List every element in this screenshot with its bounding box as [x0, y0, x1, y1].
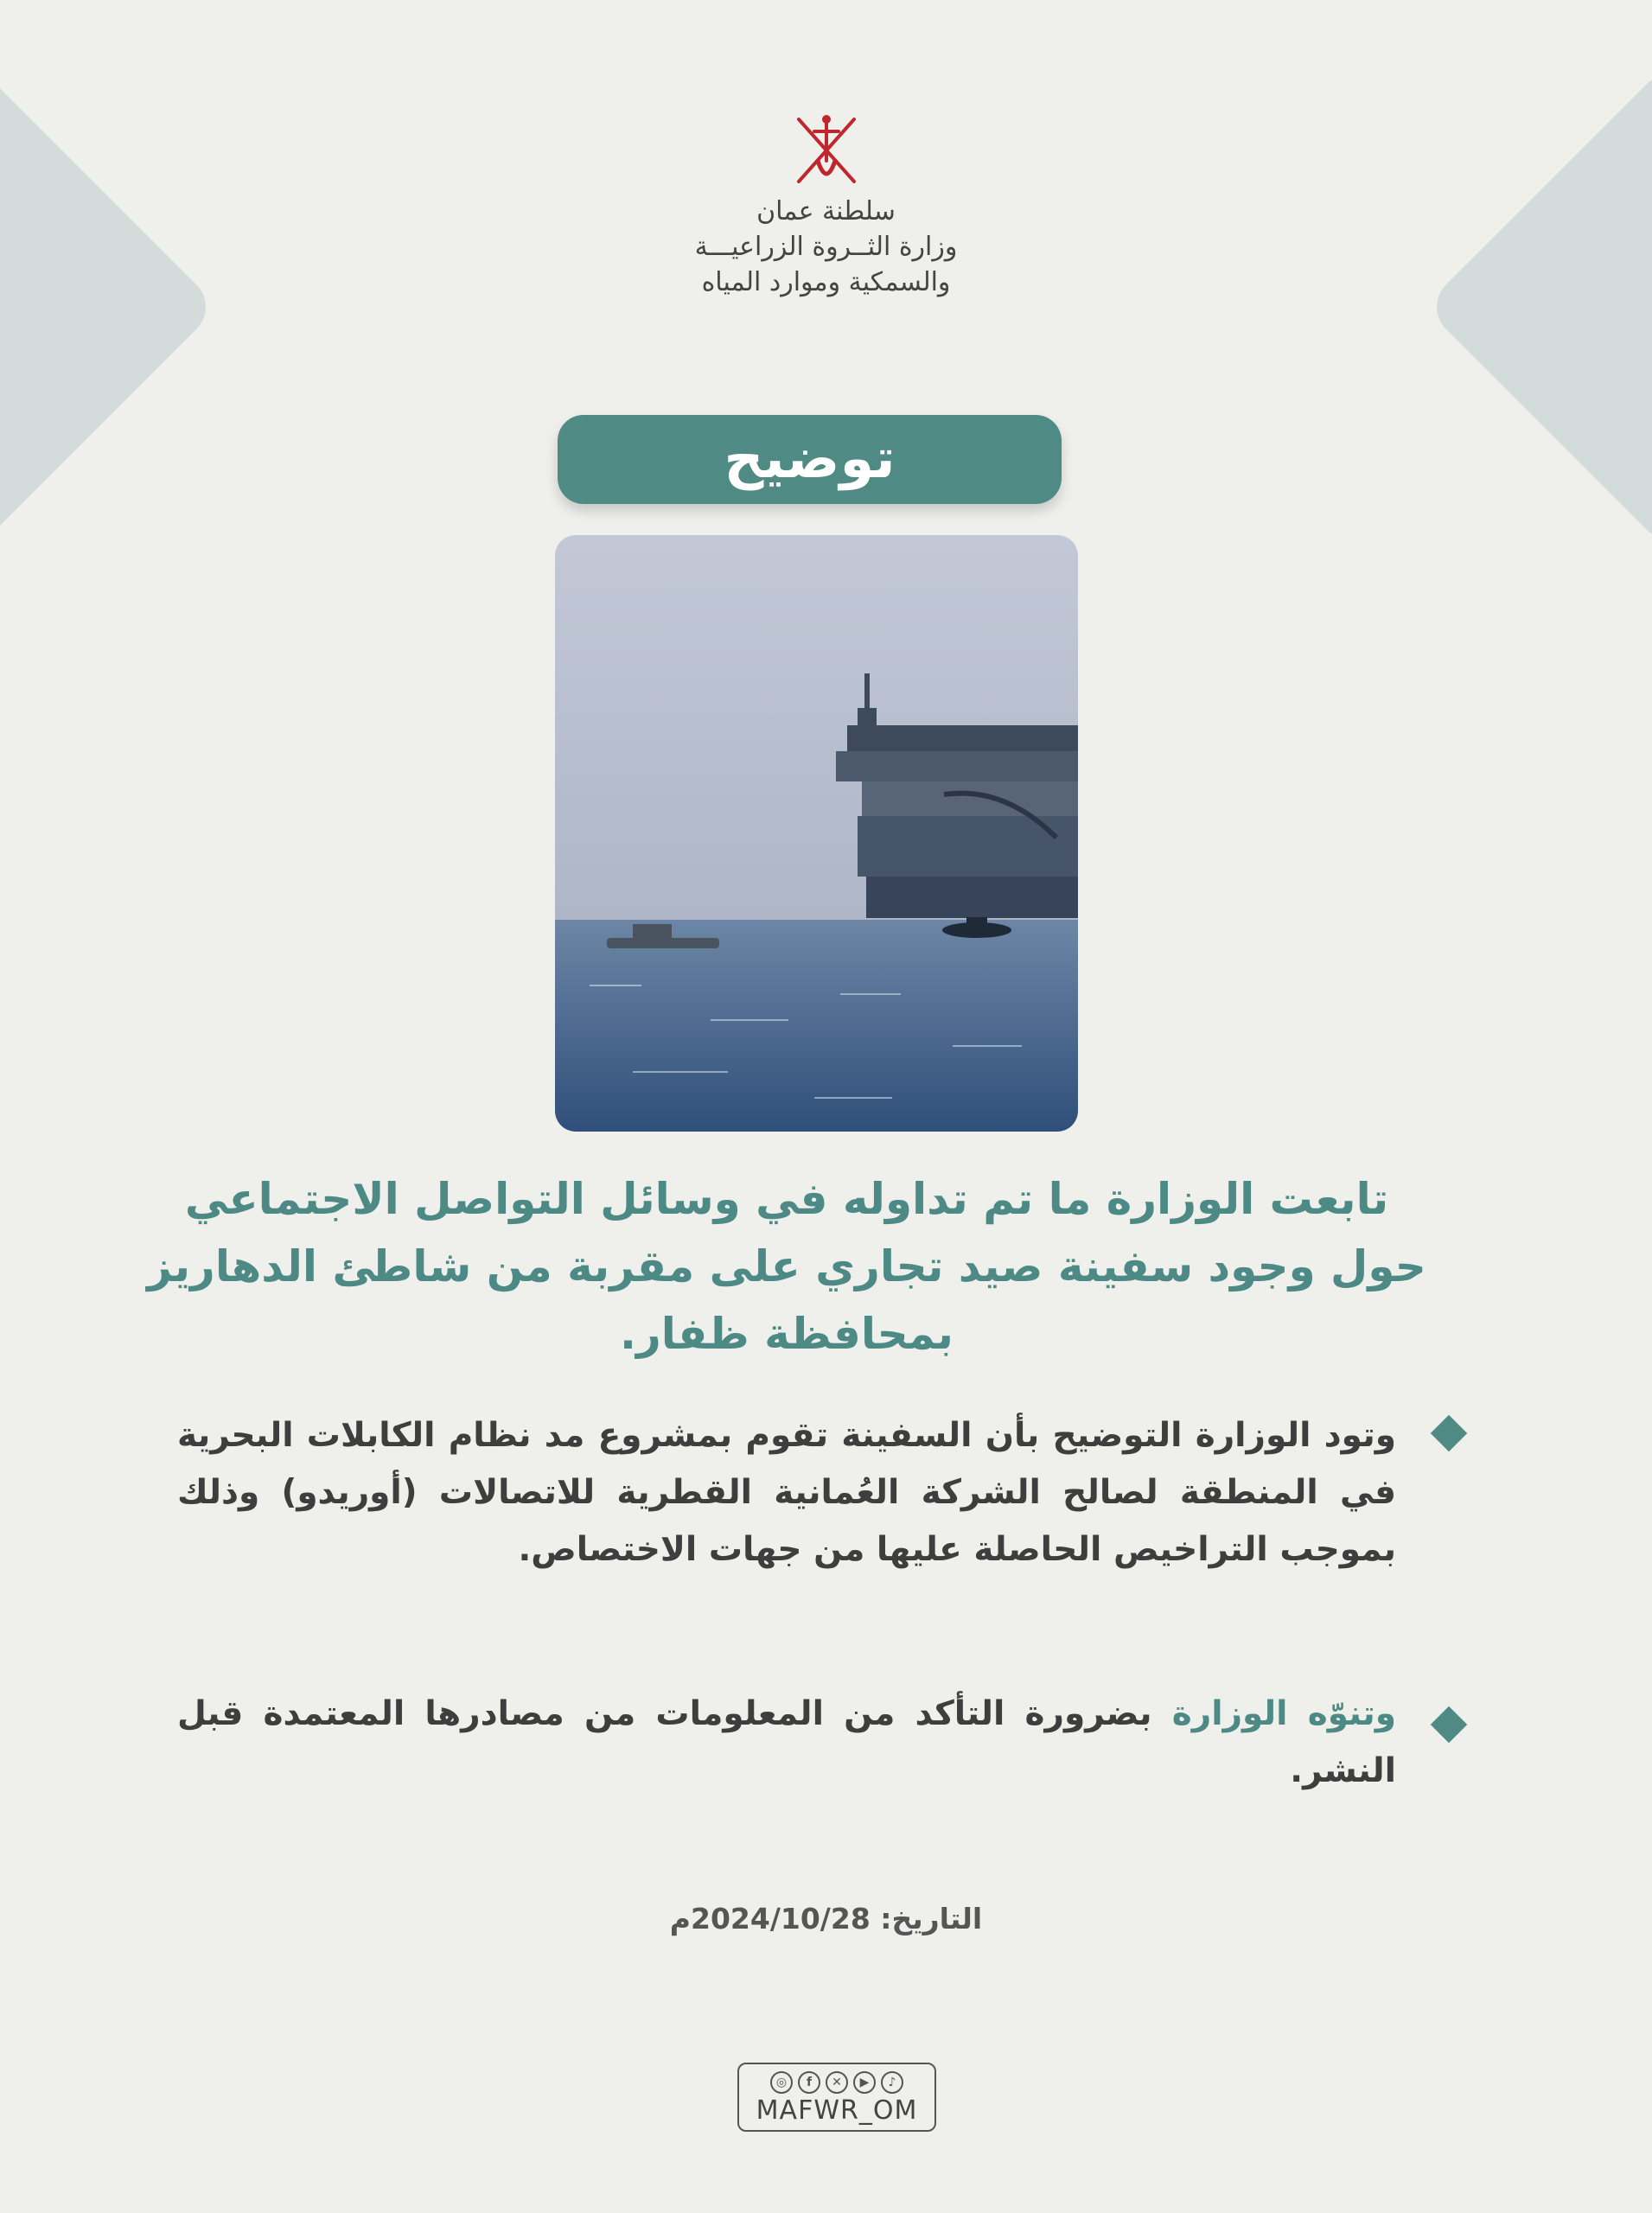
page-title: توضيح	[558, 415, 1062, 504]
organization-name	[0, 194, 1652, 300]
social-handle[interactable]: MAFWR_OM	[756, 2095, 918, 2126]
org-line-1: سلطنة عمان	[756, 196, 896, 226]
social-media-badge[interactable]	[737, 2063, 936, 2132]
org-line-2: وزارة الثــروة الزراعيـــة	[694, 232, 958, 262]
bullet-diamond-icon	[1431, 1706, 1467, 1743]
bullet-paragraph-1	[177, 1407, 1396, 1578]
facebook-icon[interactable]: f	[798, 2071, 820, 2094]
ship-photo-illustration	[555, 535, 1078, 1132]
instagram-icon[interactable]: ◎	[770, 2071, 793, 2094]
bullet-diamond-icon	[1431, 1415, 1467, 1451]
lead-paragraph: تابعت الوزارة ما تم تداوله في وسائل التواصل الاجتماعي حول وجود سفينة صيد تجاري على مقربة من شاطئ الدهاريز بمحافظة ظفار.	[147, 1174, 1426, 1359]
youtube-icon[interactable]: ▶	[853, 2071, 876, 2094]
tiktok-icon[interactable]: ♪	[881, 2071, 903, 2094]
header	[0, 111, 1652, 300]
org-line-3: والسمكية وموارد المياه	[701, 267, 951, 297]
social-icons-row	[739, 2071, 934, 2094]
date-label: التاريخ: 2024/10/28م	[669, 1902, 983, 1936]
ship-photo	[555, 535, 1078, 1132]
oman-emblem-icon	[792, 111, 861, 188]
x-icon[interactable]: ✕	[826, 2071, 848, 2094]
bullet-paragraph-2	[177, 1686, 1396, 1800]
bullet-2-highlight: وتنوّه الوزارة	[1171, 1694, 1396, 1733]
bullet-2-text: بضرورة التأكد من المعلومات من مصادرها المعتمدة قبل النشر.	[177, 1694, 1396, 1790]
bullet-1-text: وتود الوزارة التوضيح بأن السفينة تقوم بمشروع مد نظام الكابلات البحرية في المنطقة لصالح الشركة العُمانية القطرية للاتصالات (أوريدو) وذلك بموجب التراخيص الحاصلة عليها من جهات الاختصاص.	[177, 1416, 1396, 1569]
